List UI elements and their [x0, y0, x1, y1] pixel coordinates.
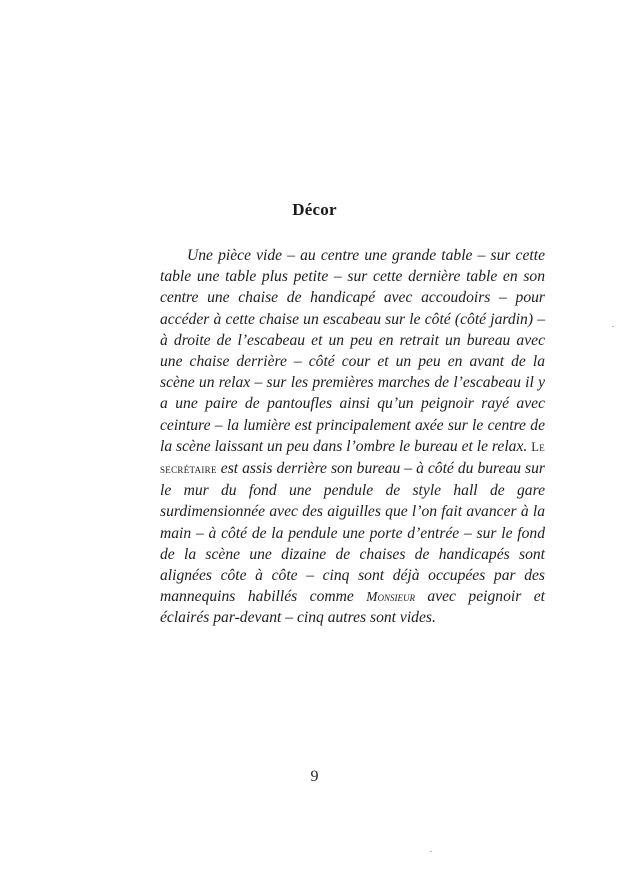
role-name-monsieur: Monsieur [366, 589, 415, 605]
paper-speck [612, 326, 614, 327]
stage-directions-paragraph [160, 245, 545, 629]
section-title: Décor [292, 200, 337, 219]
paragraph-text-part-1: Une pièce vide – au centre une grande table – sur cette table une table plus petite – sur cette dernière table en son centre une chaise de handicapé avec accoudoirs – pour accéder à cette chaise un escabeau sur le côté (côté jardin) – à droite de l’escabeau et un peu en retrait un bureau avec une chaise derrière – côté cour et un peu en avant de la scène un relax – sur les premières marches de l’escabeau il y a une paire de pantoufles ainsi qu’un peignoir rayé avec ceinture – la lumière est principalement axée sur le centre de la scène laissant un peu dans l’ombre le bureau et le relax. [160, 247, 545, 455]
page-number: 9 [310, 768, 319, 785]
role-name-secretaire: Le secrétaire [160, 439, 545, 477]
paragraph-text-part-3: avec peignoir et éclairés par-devant – cinq autres sont vides. [160, 588, 545, 627]
paragraph-text-part-2: est assis derrière son bureau – à côté du bureau sur le mur du fond une pendule de style hall de gare surdimensionnée avec des aiguilles que l’on fait avancer à la main – à côté de la pendule une porte d’entrée – sur le fond de la scène une dizaine de chaises de handicapés sont alignées côte à côte – cinq sont déjà occupées par des mannequins habillés comme [160, 460, 545, 606]
paper-speck [430, 851, 432, 852]
